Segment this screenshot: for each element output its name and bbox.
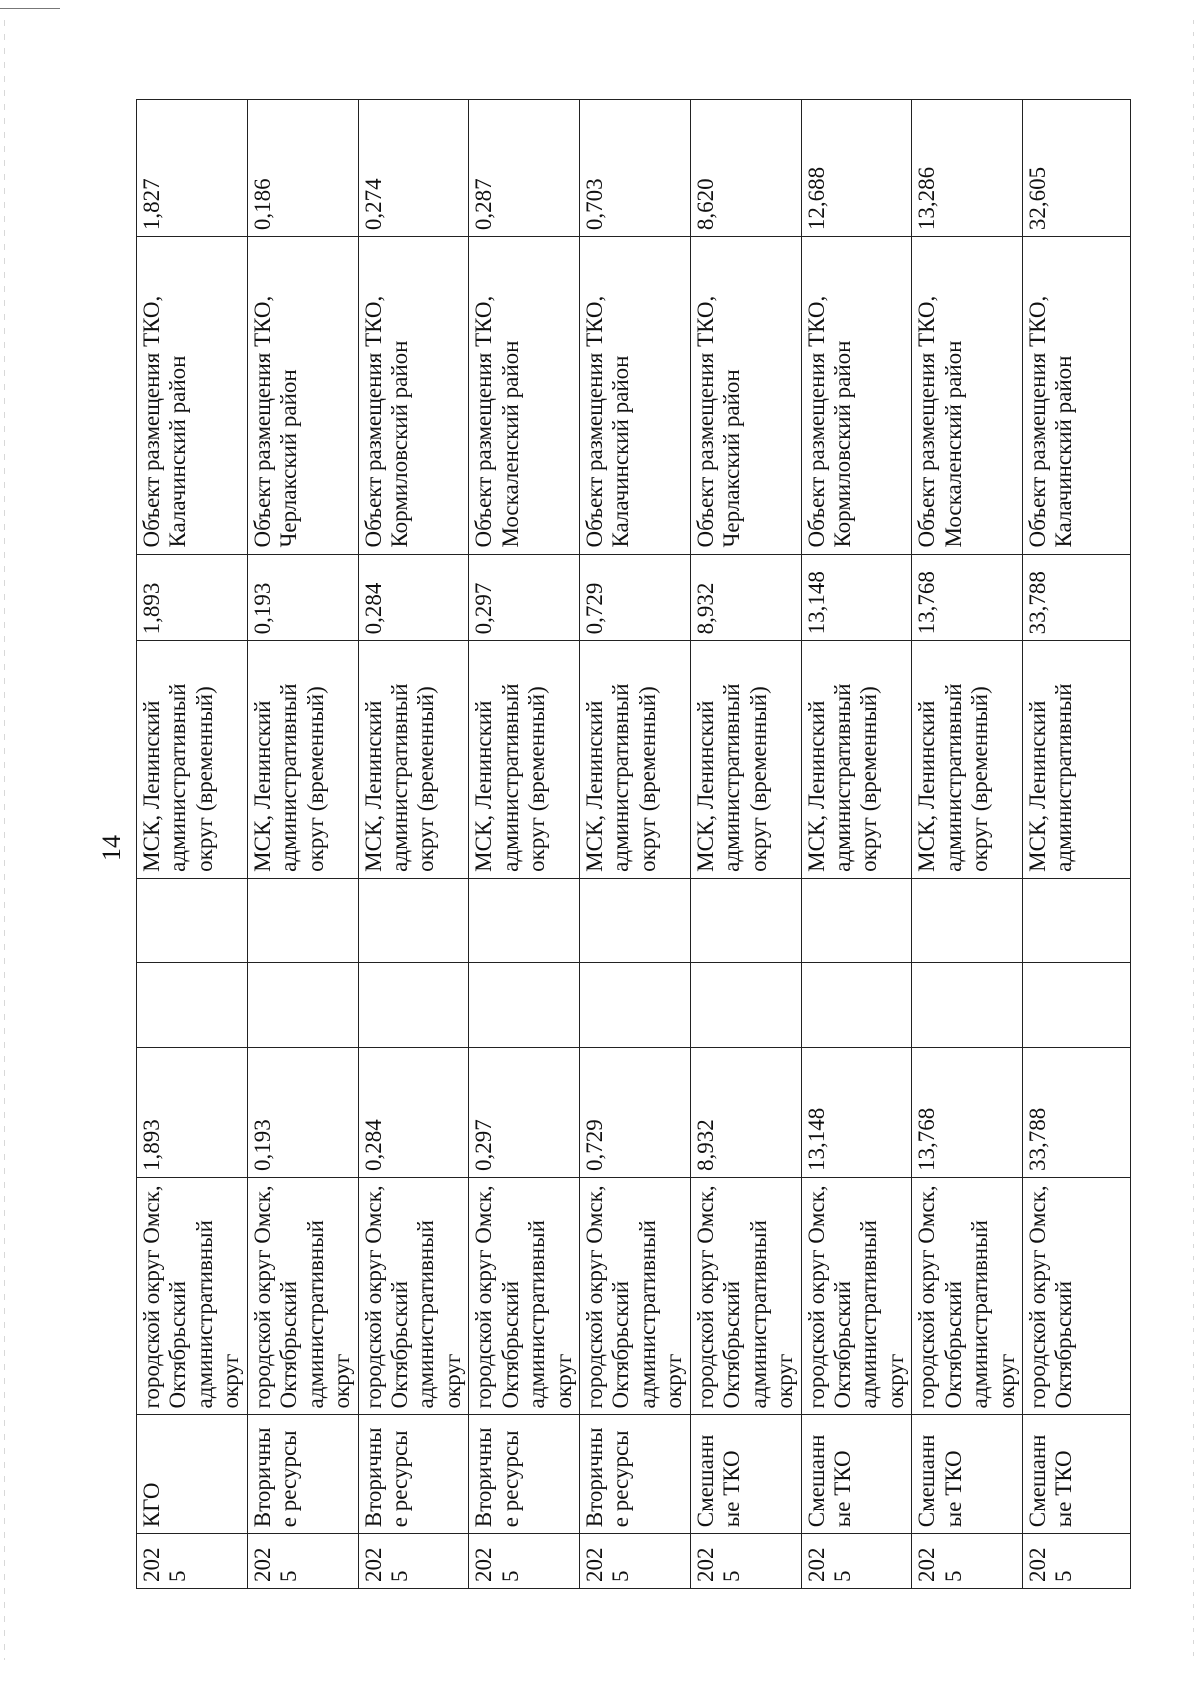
cell-waste-type: Смешанные ТКО xyxy=(1023,1415,1131,1534)
cell-empty xyxy=(358,878,469,962)
cell-destination: Объект размещения ТКО, Калачинский район xyxy=(1023,237,1131,554)
cell-empty xyxy=(580,878,691,962)
cell-mass-source: 13,768 xyxy=(912,1047,1023,1177)
cell-mass-destination: 0,274 xyxy=(358,100,469,237)
cell-source: городской округ Омск, Октябрьский административный округ xyxy=(247,1177,358,1415)
page-number: 14 xyxy=(97,835,126,861)
cell-waste-type: Вторичные ресурсы xyxy=(580,1415,691,1534)
cell-mass-receiver: 13,148 xyxy=(801,554,912,641)
cell-mass-receiver: 8,932 xyxy=(690,554,801,641)
cell-waste-type: Вторичные ресурсы xyxy=(358,1415,469,1534)
scan-edge-right xyxy=(1193,20,1194,1660)
cell-empty xyxy=(358,963,469,1047)
cell-receiver: МСК, Ленинский административный округ (временный) xyxy=(690,641,801,879)
cell-year: 2025 xyxy=(358,1534,469,1589)
cell-mass-receiver: 0,193 xyxy=(247,554,358,641)
cell-mass-receiver: 0,284 xyxy=(358,554,469,641)
cell-empty xyxy=(690,963,801,1047)
table-row xyxy=(137,100,248,1589)
cell-empty xyxy=(247,963,358,1047)
table-row xyxy=(469,100,580,1589)
cell-destination: Объект размещения ТКО, Москаленский район xyxy=(469,237,580,554)
cell-mass-source: 0,193 xyxy=(247,1047,358,1177)
cell-year: 2025 xyxy=(137,1534,248,1589)
cell-source: городской округ Омск, Октябрьский административный округ xyxy=(912,1177,1023,1415)
cell-receiver: МСК, Ленинский административный округ (временный) xyxy=(580,641,691,879)
cell-empty xyxy=(1023,963,1131,1047)
cell-year: 2025 xyxy=(690,1534,801,1589)
cell-source: городской округ Омск, Октябрьский административный округ xyxy=(580,1177,691,1415)
cell-mass-source: 0,297 xyxy=(469,1047,580,1177)
cell-mass-receiver: 0,729 xyxy=(580,554,691,641)
cell-mass-receiver: 0,297 xyxy=(469,554,580,641)
cell-destination: Объект размещения ТКО, Кормиловский район xyxy=(358,237,469,554)
cell-year: 2025 xyxy=(580,1534,691,1589)
waste-flow-table xyxy=(136,99,1131,1589)
cell-mass-source: 33,788 xyxy=(1023,1047,1131,1177)
cell-destination: Объект размещения ТКО, Черлакский район xyxy=(247,237,358,554)
cell-source: городской округ Омск, Октябрьский административный округ xyxy=(469,1177,580,1415)
cell-destination: Объект размещения ТКО, Черлакский район xyxy=(690,237,801,554)
cell-mass-source: 13,148 xyxy=(801,1047,912,1177)
cell-empty xyxy=(247,878,358,962)
cell-waste-type: Вторичные ресурсы xyxy=(469,1415,580,1534)
cell-mass-destination: 0,703 xyxy=(580,100,691,237)
table-row xyxy=(247,100,358,1589)
cell-mass-destination: 32,605 xyxy=(1023,100,1131,237)
cell-mass-receiver: 33,788 xyxy=(1023,554,1131,641)
cell-mass-source: 1,893 xyxy=(137,1047,248,1177)
table-row xyxy=(690,100,801,1589)
cell-mass-destination: 8,620 xyxy=(690,100,801,237)
cell-receiver: МСК, Ленинский административный округ (временный) xyxy=(137,641,248,879)
cell-empty xyxy=(137,963,248,1047)
cell-mass-destination: 13,286 xyxy=(912,100,1023,237)
cell-mass-destination: 1,827 xyxy=(137,100,248,237)
cell-empty xyxy=(469,878,580,962)
cell-empty xyxy=(580,963,691,1047)
cell-mass-receiver: 1,893 xyxy=(137,554,248,641)
cell-waste-type: Смешанные ТКО xyxy=(690,1415,801,1534)
cell-empty xyxy=(137,878,248,962)
scan-corner-mark xyxy=(0,0,60,9)
cell-year: 2025 xyxy=(1023,1534,1131,1589)
cell-mass-source: 8,932 xyxy=(690,1047,801,1177)
cell-mass-destination: 0,186 xyxy=(247,100,358,237)
cell-empty xyxy=(801,963,912,1047)
cell-year: 2025 xyxy=(801,1534,912,1589)
cell-empty xyxy=(469,963,580,1047)
cell-empty xyxy=(801,878,912,962)
cell-empty xyxy=(1023,878,1131,962)
cell-destination: Объект размещения ТКО, Кормиловский район xyxy=(801,237,912,554)
cell-receiver: МСК, Ленинский административный xyxy=(1023,641,1131,879)
table-row xyxy=(801,100,912,1589)
cell-empty xyxy=(912,878,1023,962)
table-row xyxy=(1023,100,1131,1589)
cell-mass-destination: 0,287 xyxy=(469,100,580,237)
cell-waste-type: Смешанные ТКО xyxy=(912,1415,1023,1534)
cell-source: городской округ Омск, Октябрьский административный округ xyxy=(137,1177,248,1415)
rotated-table-wrapper xyxy=(136,99,1106,1589)
cell-destination: Объект размещения ТКО, Калачинский район xyxy=(580,237,691,554)
cell-year: 2025 xyxy=(247,1534,358,1589)
cell-waste-type: Вторичные ресурсы xyxy=(247,1415,358,1534)
cell-waste-type: КГО xyxy=(137,1415,248,1534)
cell-receiver: МСК, Ленинский административный округ (временный) xyxy=(912,641,1023,879)
cell-mass-source: 0,284 xyxy=(358,1047,469,1177)
cell-receiver: МСК, Ленинский административный округ (временный) xyxy=(469,641,580,879)
cell-empty xyxy=(912,963,1023,1047)
cell-mass-destination: 12,688 xyxy=(801,100,912,237)
cell-waste-type: Смешанные ТКО xyxy=(801,1415,912,1534)
cell-receiver: МСК, Ленинский административный округ (временный) xyxy=(358,641,469,879)
table-body xyxy=(137,100,1131,1589)
cell-destination: Объект размещения ТКО, Москаленский район xyxy=(912,237,1023,554)
cell-destination: Объект размещения ТКО, Калачинский район xyxy=(137,237,248,554)
cell-receiver: МСК, Ленинский административный округ (временный) xyxy=(247,641,358,879)
cell-mass-source: 0,729 xyxy=(580,1047,691,1177)
cell-mass-receiver: 13,768 xyxy=(912,554,1023,641)
cell-source: городской округ Омск, Октябрьский административный округ xyxy=(801,1177,912,1415)
cell-source: городской округ Омск, Октябрьский административный округ xyxy=(690,1177,801,1415)
scan-edge-left xyxy=(4,20,5,1660)
table-row xyxy=(580,100,691,1589)
cell-year: 2025 xyxy=(469,1534,580,1589)
table-row xyxy=(358,100,469,1589)
cell-receiver: МСК, Ленинский административный округ (временный) xyxy=(801,641,912,879)
cell-empty xyxy=(690,878,801,962)
cell-source: городской округ Омск, Октябрьский административный округ xyxy=(358,1177,469,1415)
cell-source: городской округ Омск, Октябрьский xyxy=(1023,1177,1131,1415)
cell-year: 2025 xyxy=(912,1534,1023,1589)
table-row xyxy=(912,100,1023,1589)
